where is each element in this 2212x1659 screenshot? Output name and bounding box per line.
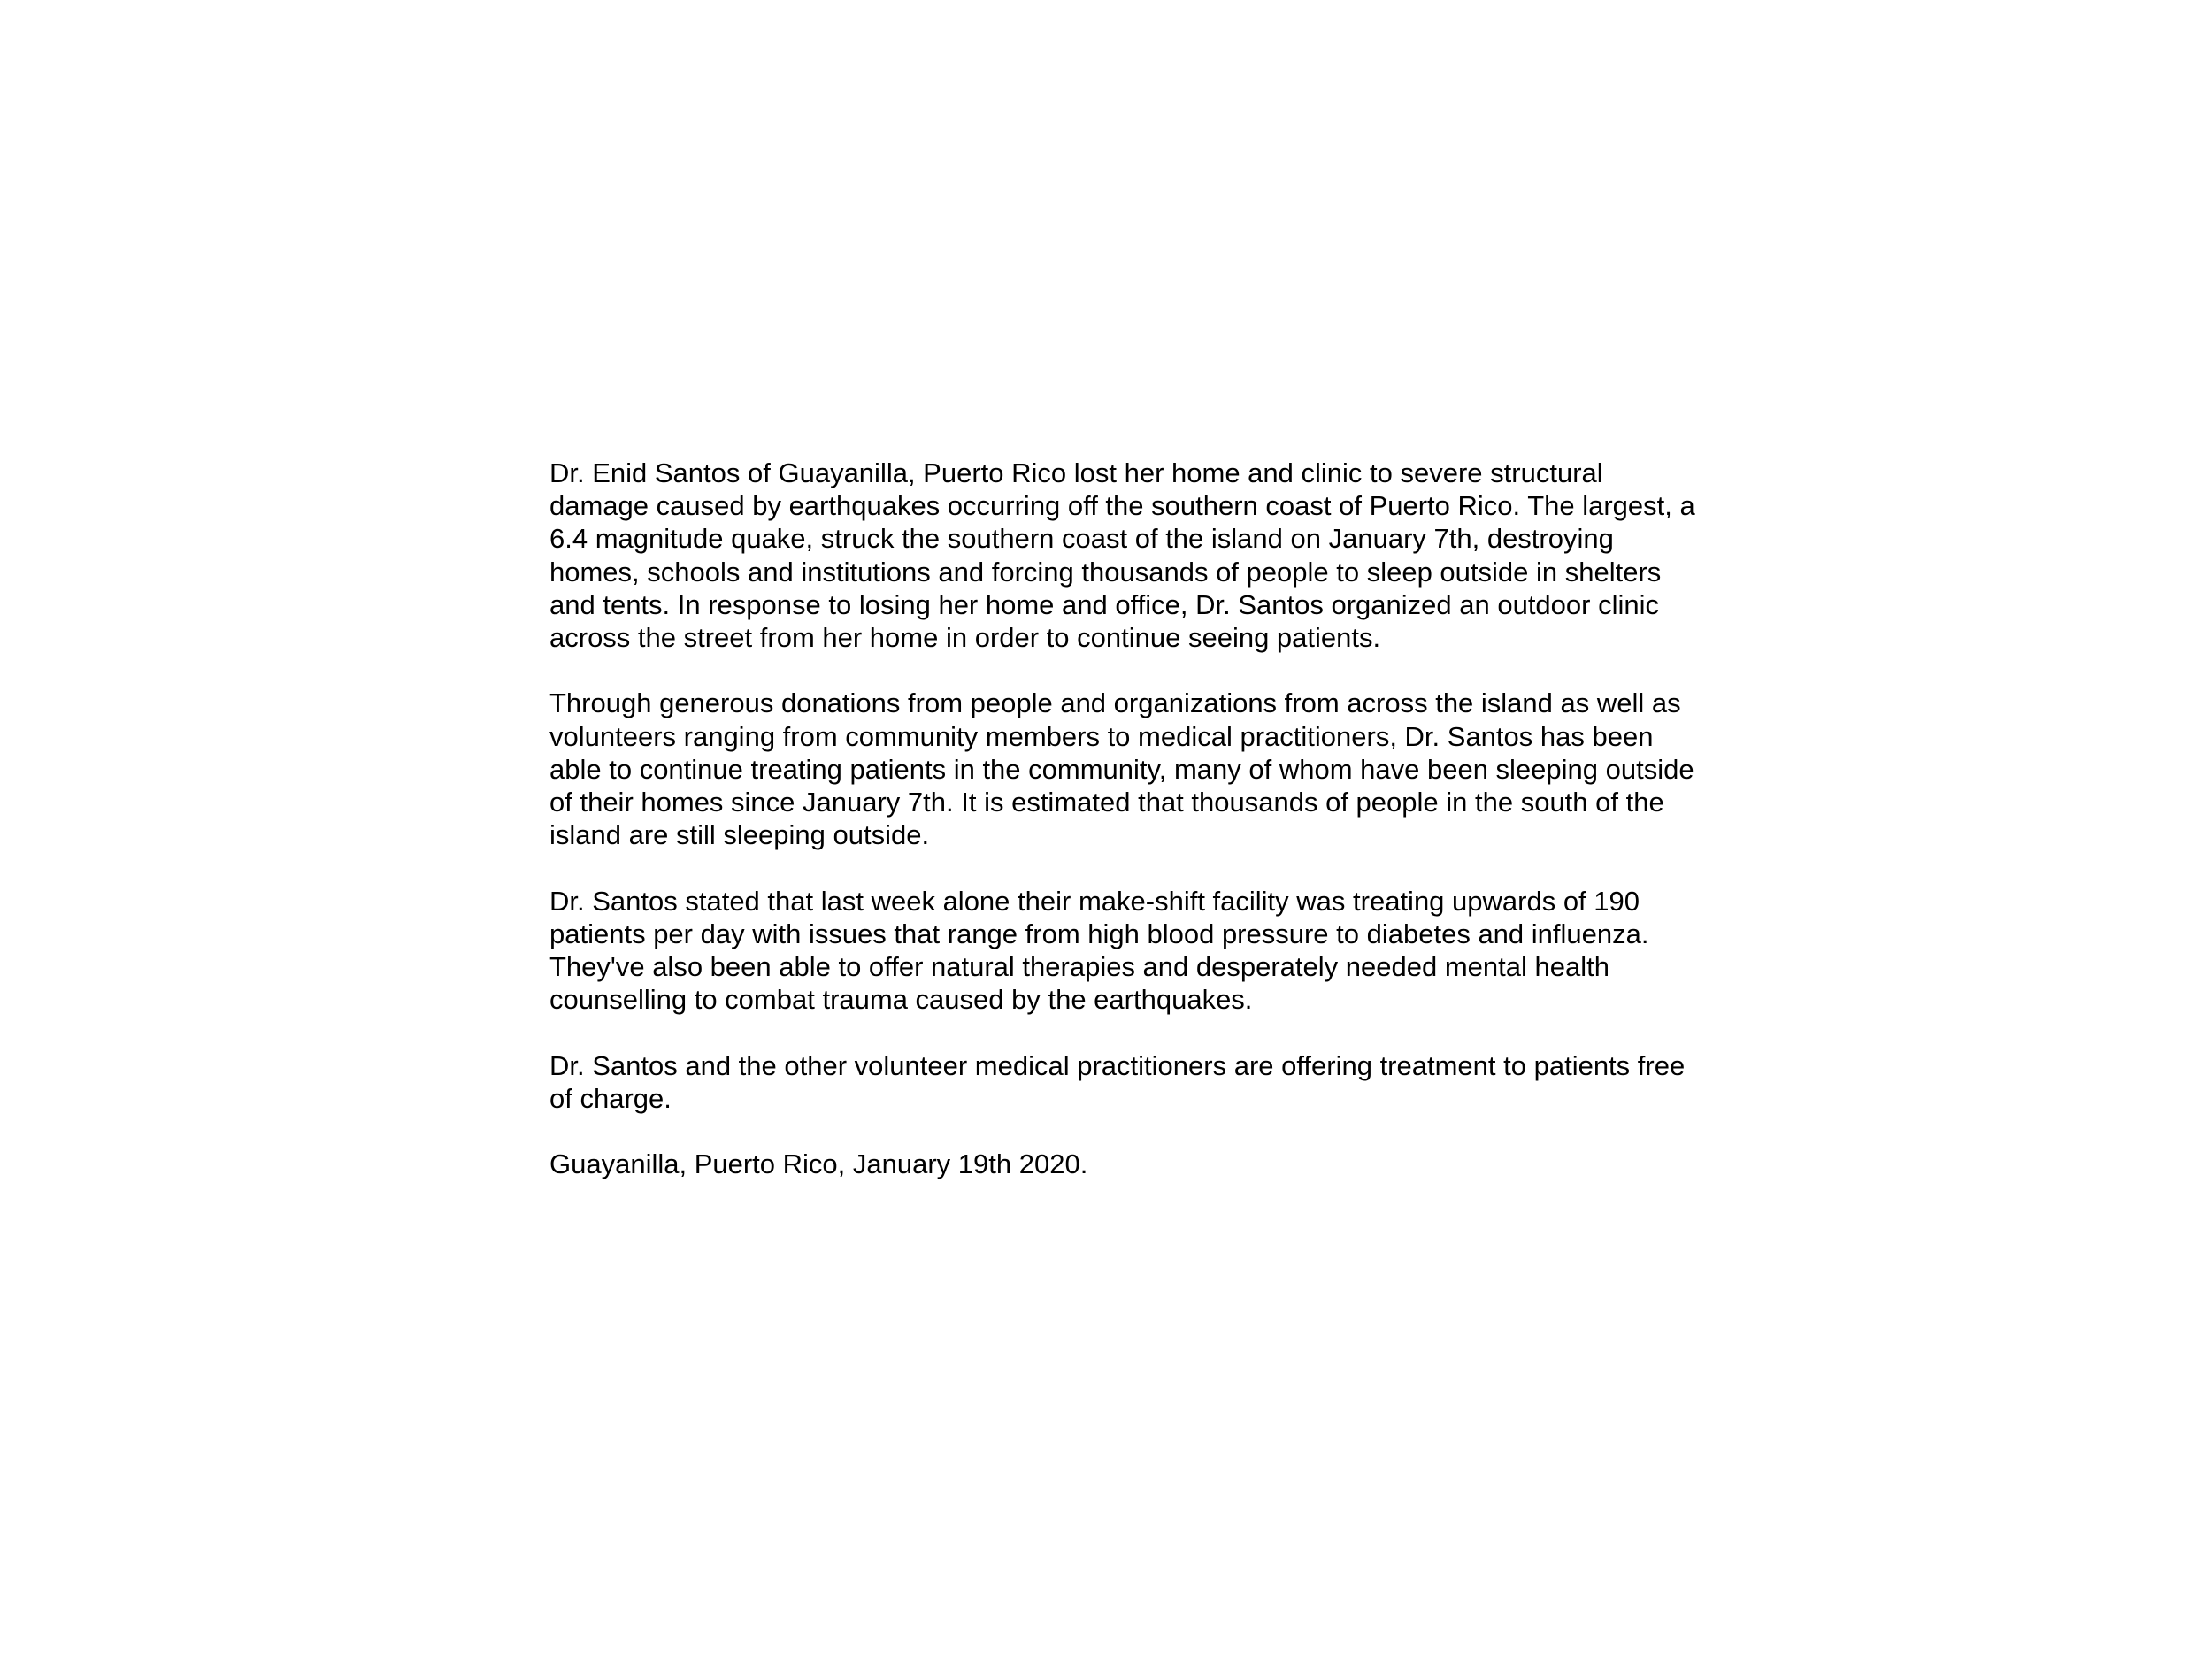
- article-paragraph-1: Dr. Enid Santos of Guayanilla, Puerto Rico lost her home and clinic to severe structural damage caused by earthquakes occurring off the southern coast of Puerto Rico. The largest, a 6.4 magnitude quake, struck the southern coast of the island on January 7th, destroying homes, schools and institutions and forcing thousands of people to sleep outside in shelters and tents. In response to losing her home and office, Dr. Santos organized an outdoor clinic across the street from her home in order to continue seeing patients.: [549, 457, 1695, 654]
- article-paragraph-3: Dr. Santos stated that last week alone their make-shift facility was treating upwards of 190 patients per day with issues that range from high blood pressure to diabetes and influenza. They've also been able to offer natural therapies and desperately needed mental health counselling to combat trauma caused by the earthquakes.: [549, 885, 1649, 1016]
- article-paragraph-2: Through generous donations from people and organizations from across the island as well as volunteers ranging from community members to medical practitioners, Dr. Santos has been able to continue treating patients in the community, many of whom have been sleeping outside of their homes since January 7th. It is estimated that thousands of people in the south of the island are still sleeping outside.: [549, 687, 1694, 851]
- article-dateline: Guayanilla, Puerto Rico, January 19th 2020.: [549, 1148, 1088, 1180]
- article-paragraph-4: Dr. Santos and the other volunteer medical practitioners are offering treatment to patients free of charge.: [549, 1049, 1686, 1114]
- article-body: [549, 457, 1700, 1180]
